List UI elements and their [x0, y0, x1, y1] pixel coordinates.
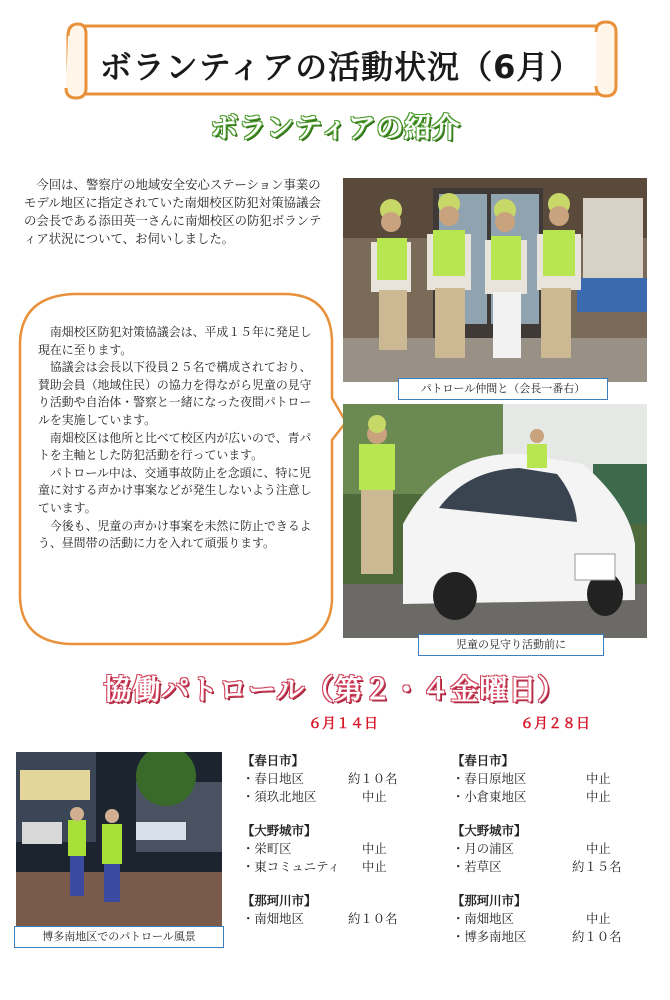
patrol-date-2: ６月２８日 — [520, 716, 590, 732]
section-heading-patrol: 協働パトロール（第２・４金曜日） — [103, 673, 567, 706]
participant-count: 中止 — [586, 771, 611, 786]
list-item — [452, 770, 642, 788]
city-group — [242, 752, 422, 806]
city-heading: 【春日市】 — [242, 753, 304, 768]
section-heading-intro: ボランティアの紹介 — [210, 111, 460, 144]
interview-text — [38, 324, 320, 553]
list-item — [452, 788, 642, 806]
city-group — [452, 752, 642, 806]
list-item — [242, 788, 422, 806]
area-name: ・須玖北地区 — [242, 789, 317, 804]
participant-count: 中止 — [586, 841, 611, 856]
participant-count: 中止 — [362, 789, 387, 804]
area-name: ・月の浦区 — [452, 841, 514, 856]
photo-caption: 児童の見守り活動前に — [418, 634, 604, 656]
list-item — [452, 840, 642, 858]
list-item — [242, 840, 422, 858]
area-name: ・春日地区 — [242, 771, 304, 786]
participant-count: 約１０名 — [348, 911, 398, 926]
area-name: ・若草区 — [452, 859, 502, 874]
title-banner — [62, 18, 620, 102]
city-heading: 【大野城市】 — [242, 823, 317, 838]
page-title: ボランティアの活動状況（6月） — [99, 48, 583, 86]
photo-caption: パトロール仲間と（会長一番右） — [398, 378, 608, 400]
city-heading: 【那珂川市】 — [242, 893, 317, 908]
participant-count: 中止 — [362, 859, 387, 874]
patrol-date-1: ６月１４日 — [308, 716, 378, 732]
city-group — [242, 892, 422, 928]
speech-bubble — [14, 290, 348, 648]
participant-count: 約１５名 — [572, 859, 622, 874]
interview-paragraph: 今後も、児童の声かけ事案を未然に防止できるよう、昼間帯の活動に力を入れて頑張ります。 — [38, 518, 312, 551]
area-name: ・栄町区 — [242, 841, 292, 856]
participant-count: 中止 — [362, 841, 387, 856]
list-item — [452, 858, 642, 876]
city-heading: 【那珂川市】 — [452, 893, 527, 908]
interview-paragraph: 南畑校区は他所と比べて校区内が広いので、青パトを主軸とした防犯活動を行っています。 — [38, 430, 312, 463]
area-name: ・小倉東地区 — [452, 789, 527, 804]
participant-count: 約１０名 — [572, 929, 622, 944]
patrol-list-june28 — [452, 752, 642, 962]
interview-paragraph: パトロール中は、交通事故防止を念頭に、特に児童に対する声かけ事案などが発生しないよう注意しています。 — [38, 465, 312, 515]
area-name: ・博多南地区 — [452, 929, 527, 944]
list-item — [242, 858, 422, 876]
area-name: ・東コミュニティ — [242, 859, 340, 874]
participant-count: 中止 — [586, 789, 611, 804]
city-group — [452, 892, 642, 946]
patrol-list-june14 — [242, 752, 422, 944]
list-item — [242, 910, 422, 928]
intro-text: 今回は、警察庁の地域安全安心ステーション事業のモデル地区に指定されていた南畑校区防犯対策協議会の会長である添田英一さんに南畑校区の防犯ボランティア状況について、お伺いしました。 — [24, 177, 322, 246]
list-item — [452, 928, 642, 946]
area-name: ・南畑地区 — [452, 911, 514, 926]
photo-caption: 博多南地区でのパトロール風景 — [14, 926, 224, 948]
area-name: ・南畑地区 — [242, 911, 304, 926]
city-heading: 【大野城市】 — [452, 823, 527, 838]
photo-patrol-car — [343, 404, 647, 638]
photo-volunteers-group — [343, 178, 647, 382]
city-group — [452, 822, 642, 876]
participant-count: 約１０名 — [348, 771, 398, 786]
area-name: ・春日原地区 — [452, 771, 527, 786]
photo-night-patrol — [16, 752, 222, 928]
interview-paragraph: 協議会は会長以下役員２５名で構成されており、賛助会員（地域住民）の協力を得ながら児童の見守り活動や自治体・警察と一緒になった夜間パトロールを実施しています。 — [38, 360, 312, 427]
interview-paragraph: 南畑校区防犯対策協議会は、平成１５年に発足し現在に至ります。 — [38, 325, 312, 357]
list-item — [242, 770, 422, 788]
city-group — [242, 822, 422, 876]
participant-count: 中止 — [586, 911, 611, 926]
city-heading: 【春日市】 — [452, 753, 514, 768]
list-item — [452, 910, 642, 928]
